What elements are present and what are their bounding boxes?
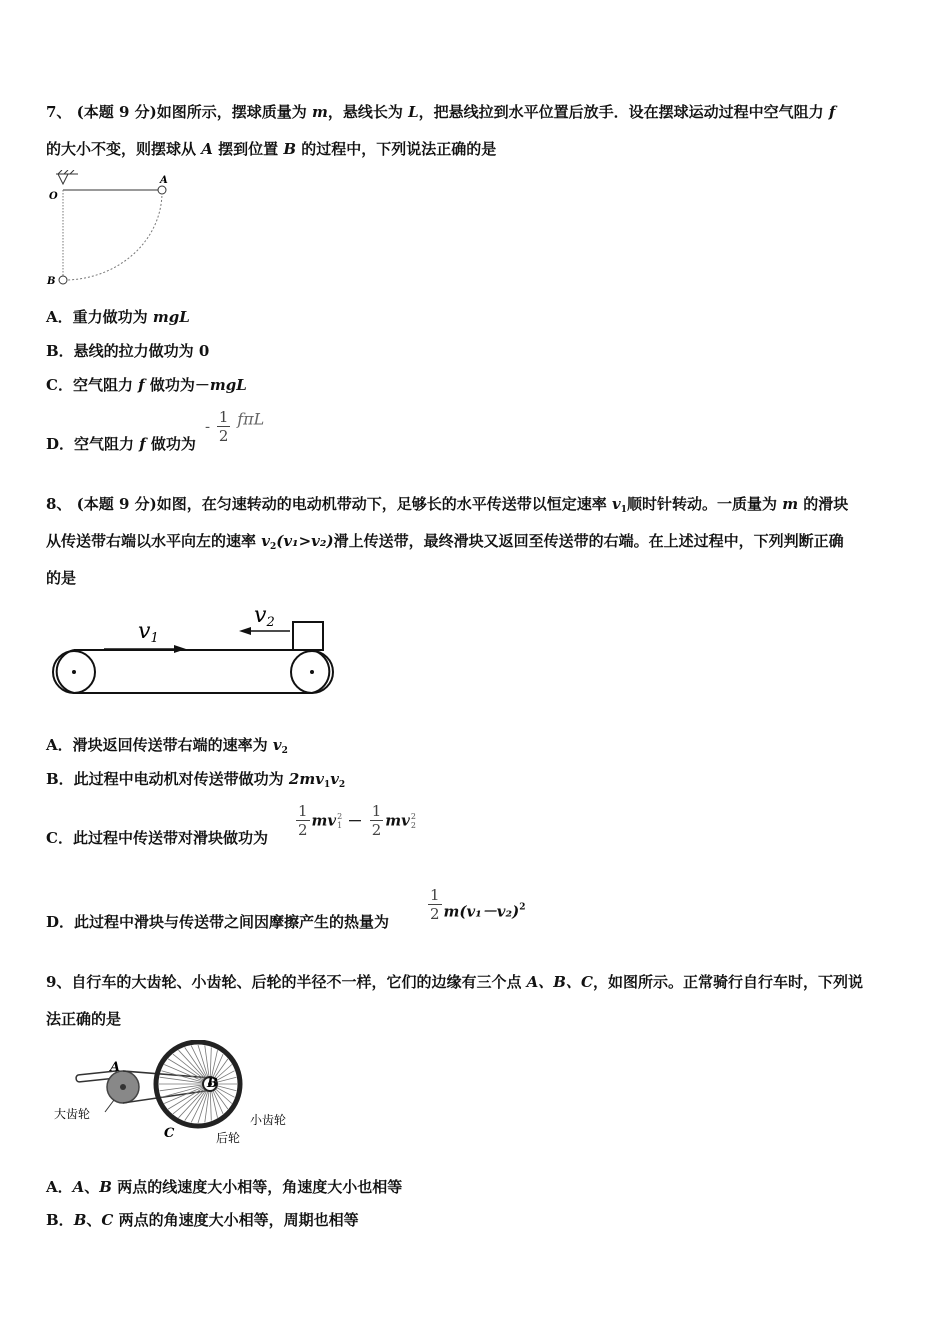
q7-pendulum-figure [44,170,184,292]
q8-stem-line2: 从传送带右端以水平向左的速率 $v_2(v_1>v_2)$滑上传送带，最终滑块又返回至传送带的右端。在上述过程中，下列判断正确 [46,532,844,552]
label-v2: v2 [254,603,275,630]
q7-option-d-expression: - $\frac{1}{2}$ fπL [205,408,265,445]
q9-bicycle-figure [50,1040,300,1148]
q8-stem-line3: 的是 [46,569,77,587]
label-small-gear: 小齿轮 [250,1113,287,1127]
q7-option-c: C．空气阻力 f 做功为－mgL [46,376,247,394]
label-v1: v1 [138,619,159,646]
q7-option-d: D．空气阻力 f 做功为 [46,435,196,453]
left-roller-axle [72,670,76,674]
v1-arrow-head [174,645,186,653]
q8-option-d-expression: $\frac{1}{2}$ m(v₁－v₂)2 [430,886,526,923]
q7-stem-line2: 的大小不变，则摆球从 A 摆到位置 B 的过程中，下列说法正确的是 [46,140,497,158]
label-rear-wheel: 后轮 [216,1131,241,1145]
q9-stem-line2: 法正确的是 [46,1010,122,1028]
q7-option-a: A．重力做功为 mgL [46,308,190,326]
label-big-gear: 大齿轮 [54,1107,91,1121]
label-A: A [110,1060,121,1075]
q8-option-c-expression: $\frac{1}{2}$ mv 2 1 － $\frac{1}{2}$ mv 2 2 [298,802,416,839]
label-A: A [160,175,168,186]
v2-arrow-head [239,627,251,635]
swing-arc [66,192,162,280]
q8-option-a: A．滑块返回传送带右端的速率为 $v_2$ [46,736,288,756]
q7-option-b: B．悬线的拉力做功为 0 [46,342,210,360]
q8-option-b: B．此过程中电动机对传送带做功为 $2mv_1v_2$ [46,770,346,790]
wheel-spokes [159,1045,237,1123]
q7-stem-line1: 7、 (本题 9 分)如图所示，摆球质量为 m，悬线长为 L，把悬线拉到水平位置后放手．设在摆球运动过程中空气阻力 f [46,103,836,121]
q8-stem-line1: 8、 (本题 9 分)如图，在匀速转动的电动机带动下，足够长的水平传送带以恒定速率 $v_1$顺时针转动。一质量为 m 的滑块 [46,495,849,515]
ball-A [158,186,166,194]
label-C: C [164,1126,175,1141]
q8-option-c: C．此过程中传送带对滑块做功为 [46,829,268,847]
right-roller-axle [310,670,314,674]
ball-B [59,276,67,284]
ceiling-hatch [56,170,78,184]
q9-stem-line1: 9、自行车的大齿轮、小齿轮、后轮的半径不一样，它们的边缘有三个点 A、B、C，如图所示。正常骑行自行车时，下列说 [46,973,863,991]
label-O: O [49,191,58,202]
q8-conveyor-figure [44,602,344,702]
q9-option-a: A．A、B 两点的线速度大小相等，角速度大小也相等 [46,1178,403,1196]
slider-block [293,622,323,650]
label-B: B [47,276,56,287]
q8-option-d: D．此过程中滑块与传送带之间因摩擦产生的热量为 [46,913,390,931]
q9-option-b: B．B、C 两点的角速度大小相等，周期也相等 [46,1211,359,1229]
label-B: B [207,1076,218,1091]
